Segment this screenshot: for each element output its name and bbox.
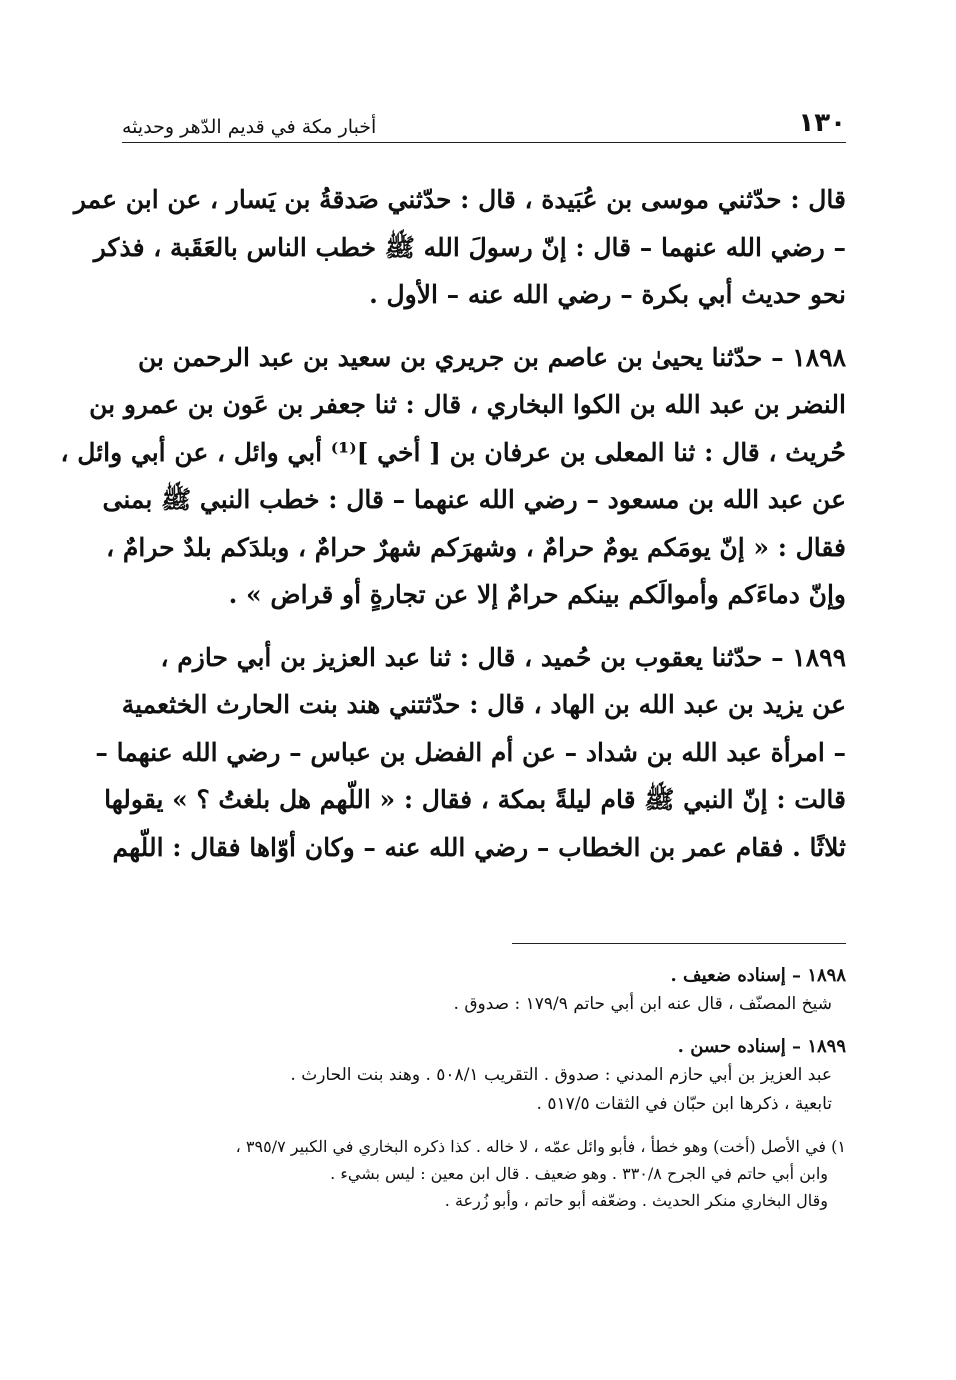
- running-title: أخبار مكة في قديم الدّهر وحديثه: [122, 116, 377, 138]
- footnote-line: وقال البخاري منكر الحديث . وضعّفه أبو حاتم ، وأبو زُرعة .: [444, 1191, 828, 1210]
- note-line: عبد العزيز بن أبي حازم المدني : صدوق . التقريب ٥٠٨/١ . وهند بنت الحارث .: [290, 1065, 832, 1085]
- footnote-line: ١) في الأصل (أخت) وهو خطأ ، فأبو وائل عمّه ، لا خاله . كذا ذكره البخاري في الكبير ٣٩٥/٧ ،: [235, 1137, 846, 1156]
- text-line: عن عبد الله بن مسعود – رضي الله عنهما – قال : خطب النبي ﷺ بمنى: [102, 485, 846, 514]
- note-body-1899: [122, 1061, 846, 1119]
- text-line: حُريث ، قال : ثنا المعلى بن عرفان بن [ أخي ]⁽¹⁾ أبي وائل ، عن أبي وائل ،: [60, 437, 846, 467]
- paragraph-hadith-1899: [95, 634, 846, 872]
- main-text: [60, 176, 846, 886]
- text-line: النضر بن عبد الله بن الكوا البخاري ، قال : ثنا جعفر بن عَون بن عمرو بن: [89, 390, 846, 419]
- note-heading-1899: ١٨٩٩ – إسناده حسن .: [677, 1036, 846, 1057]
- page-header: [122, 98, 846, 138]
- text-line: ثلاثًا . فقام عمر بن الخطاب – رضي الله عنه – وكان أوّاها فقال : اللّهم: [112, 832, 846, 862]
- paragraph-hadith-1898: [60, 334, 846, 619]
- note-heading-1898: ١٨٩٨ – إسناده ضعيف .: [670, 965, 846, 986]
- note-line: تابعية ، ذكرها ابن حبّان في الثقات ٥١٧/٥ .: [536, 1094, 832, 1114]
- text-line: – امرأة عبد الله بن شداد – عن أم الفضل بن عباس – رضي الله عنهما –: [95, 737, 846, 767]
- header-rule: [122, 142, 846, 143]
- text-line: وإنّ دماءَكم وأموالَكم بينكم حرامٌ إلا عن تجارةٍ أو قراض » .: [228, 580, 846, 609]
- page-number: ١٣٠: [798, 108, 846, 138]
- text-line: فقال : « إنّ يومَكم يومٌ حرامٌ ، وشهرَكم شهرٌ حرامٌ ، وبلدَكم بلدٌ حرامٌ ،: [106, 532, 846, 562]
- notes-section: [122, 962, 846, 1214]
- text-line: قالت : إنّ النبي ﷺ قام ليلةً بمكة ، فقال : « اللّهم هل بلغتُ ؟ » يقولها: [104, 785, 846, 814]
- text-line: قال : حدّثني موسى بن عُبَيدة ، قال : حدّثني صَدقةُ بن يَسار ، عن ابن عمر: [73, 185, 846, 214]
- text-line: نحو حديث أبي بكرة – رضي الله عنه – الأول .: [369, 280, 846, 309]
- note-body-1898: [122, 990, 846, 1019]
- text-line: عن يزيد بن عبد الله بن الهاد ، قال : حدّثتني هند بنت الحارث الخثعمية: [121, 690, 846, 719]
- paragraph-intro: [73, 176, 846, 319]
- note-line: شيخ المصنّف ، قال عنه ابن أبي حاتم ١٧٩/٩ : صدوق .: [453, 994, 832, 1014]
- footnote-1: [122, 1133, 846, 1214]
- text-line: ١٨٩٨ – حدّثنا يحيىٰ بن عاصم بن جريري بن سعيد بن عبد الرحمن بن: [137, 342, 846, 372]
- footnote-rule: [512, 943, 846, 944]
- text-line: – رضي الله عنهما – قال : إنّ رسولَ الله ﷺ خطب الناس بالعَقَبة ، فذكر: [93, 232, 846, 262]
- text-line: ١٨٩٩ – حدّثنا يعقوب بن حُميد ، قال : ثنا عبد العزيز بن أبي حازم ،: [160, 642, 846, 672]
- footnote-line: وابن أبي حاتم في الجرح ٣٣٠/٨ . وهو ضعيف . قال ابن معين : ليس بشيء .: [330, 1164, 828, 1183]
